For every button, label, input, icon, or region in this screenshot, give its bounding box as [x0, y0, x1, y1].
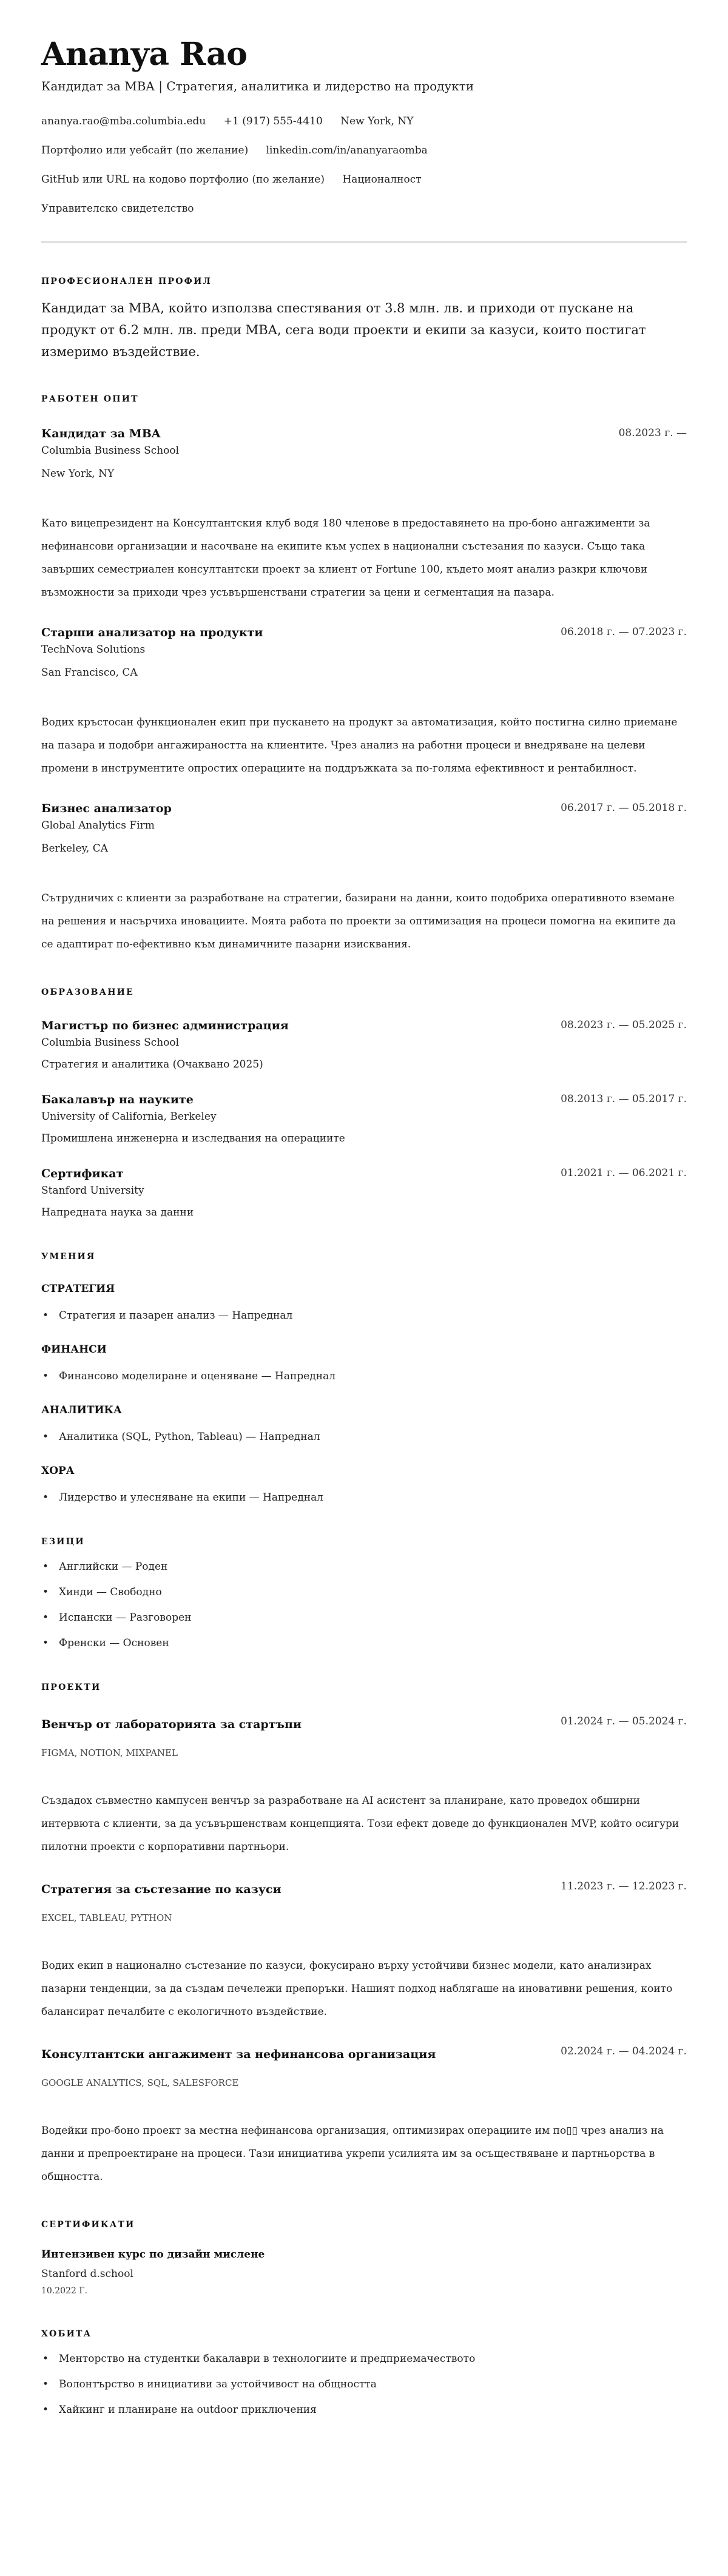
skill-item: • Аналитика (SQL, Python, Tableau) — Напреднал: [41, 1429, 687, 1445]
languages-section: [41, 1536, 687, 1651]
contact-row-license: [41, 201, 687, 216]
contact-linkedin[interactable]: linkedin.com/in/ananyaraomba: [266, 144, 428, 156]
project-tech: GOOGLE ANALYTICS, SQL, SALESFORCE: [41, 2077, 239, 2088]
experience-entry: [41, 799, 687, 956]
hobby-item: • Хайкинг и планиране на outdoor приключения: [41, 2402, 687, 2418]
education-entry: [41, 1165, 687, 1220]
job-date: 08.2023 г. —: [618, 427, 687, 439]
skill-category-finance: ФИНАНСИ: [41, 1343, 107, 1356]
job-title: Бизнес анализатор: [41, 802, 172, 815]
language-item: • Английски — Роден: [41, 1559, 687, 1575]
certification-title: Интензивен курс по дизайн мислене: [41, 2248, 265, 2261]
project-entry: [41, 1878, 687, 2023]
school-name: Columbia Business School: [41, 1037, 180, 1049]
project-description: Водих екип в национално състезание по казуси, фокусирано върху устойчиви бизнес модели, като анализирах пазарни тенденции, за да създам печележи препоръки. Нашият подход наблягаше на иновативни решения, които балансират печалбите с екологичното въздействие.: [41, 1960, 673, 2018]
experience-entry: [41, 425, 687, 604]
contact-email[interactable]: ananya.rao@mba.columbia.edu: [41, 115, 206, 127]
job-description: Сътрудничих с клиенти за разработване на стратегии, базирани на данни, които подобриха оперативното вземане на решения и насърчиха иновациите. Моята работа по проекти за оптимизация на процеси помогна на екипите да се адаптират по-ефективно към динамичните пазарни изисквания.: [41, 892, 676, 950]
job-location: San Francisco, CA: [41, 667, 138, 679]
section-heading-experience: РАБОТЕН ОПИТ: [41, 394, 139, 404]
contact-row-primary: [41, 114, 687, 129]
contact-nationality: Националност: [342, 173, 422, 186]
degree-date: 08.2013 г. — 05.2017 г.: [561, 1093, 687, 1105]
language-item: • Хинди — Свободно: [41, 1584, 687, 1600]
job-company: TechNova Solutions: [41, 644, 146, 656]
degree-title: Бакалавър на науките: [41, 1093, 194, 1106]
skill-category-people: ХОРА: [41, 1465, 75, 1477]
language-item: • Френски — Основен: [41, 1635, 687, 1651]
job-location: New York, NY: [41, 468, 115, 480]
skill-item: • Лидерство и улесняване на екипи — Напреднал: [41, 1490, 687, 1505]
summary-section: [41, 275, 687, 363]
job-date: 06.2018 г. — 07.2023 г.: [561, 626, 687, 638]
project-description: Създадох съвместно кампусен венчър за разработване на AI асистент за планиране, като проведох обширни интервюта с клиенти, за да усъвършенствам концепцията. Този ефект доведе до функционален MVP, който осигури пилотни проекти с корпоративни партньори.: [41, 1795, 679, 1853]
job-company: Global Analytics Firm: [41, 819, 155, 832]
degree-title: Магистър по бизнес администрация: [41, 1019, 289, 1032]
skill-list: [41, 1368, 687, 1384]
section-heading-languages: ЕЗИЦИ: [41, 1537, 85, 1547]
degree-field: Стратегия и аналитика (Очаквано 2025): [41, 1058, 263, 1071]
skill-item: • Стратегия и пазарен анализ — Напреднал: [41, 1308, 687, 1323]
degree-date: 01.2021 г. — 06.2021 г.: [561, 1167, 687, 1179]
project-date: 11.2023 г. — 12.2023 г.: [561, 1880, 687, 1892]
project-date: 02.2024 г. — 04.2024 г.: [561, 2045, 687, 2057]
header-divider: [41, 241, 687, 243]
skill-item: • Финансово моделиране и оценяване — Напреднал: [41, 1368, 687, 1384]
degree-field: Промишлена инженерна и изследвания на операциите: [41, 1132, 345, 1145]
skill-list: [41, 1429, 687, 1445]
contact-github[interactable]: GitHub или URL на кодово портфолио (по желание): [41, 173, 325, 186]
projects-section: [41, 1681, 687, 2188]
job-description: Водих кръстосан функционален екип при пускането на продукт за автоматизация, който постигна силно приемане на пазара и подобри ангажираността на клиентите. Чрез анализ на работни процеси и внедряване на целеви промени в инструментите опростих операциите на поддръжката за по-голяма ефективност и рентабилност.: [41, 716, 678, 775]
project-entry: [41, 2043, 687, 2188]
project-date: 01.2024 г. — 05.2024 г.: [561, 1715, 687, 1727]
language-item: • Испански — Разговорен: [41, 1610, 687, 1626]
summary-text: Кандидат за MBA, който използва спестявания от 3.8 млн. лв. и приходи от пускане на продукт от 6.2 млн. лв. преди MBA, сега води проекти и екипи за казуси, които постигат измеримо въздействие.: [41, 301, 646, 359]
project-description: Водейки про-боно проект за местна нефинансова организация, оптимизирах операциите им по▯▯ чрез анализ на данни и препроектиране на процеси. Тази инициатива укрепи усилията им за осъществяване и партньорства в общността.: [41, 2125, 664, 2183]
section-heading-projects: ПРОЕКТИ: [41, 1683, 101, 1692]
hobby-list: [41, 2351, 687, 2418]
school-name: University of California, Berkeley: [41, 1111, 217, 1123]
degree-date: 08.2023 г. — 05.2025 г.: [561, 1019, 687, 1031]
certification-issuer: Stanford d.school: [41, 2268, 133, 2280]
education-entry: [41, 1017, 687, 1072]
job-date: 06.2017 г. — 05.2018 г.: [561, 802, 687, 814]
skill-category-strategy: СТРАТЕГИЯ: [41, 1283, 115, 1295]
candidate-headline: Кандидат за MBA | Стратегия, аналитика и лидерство на продукти: [41, 79, 474, 93]
contact-license: Управителско свидетелство: [41, 203, 194, 215]
hobby-item: • Волонтърство в инициативи за устойчивост на общността: [41, 2376, 687, 2392]
skill-list: [41, 1308, 687, 1323]
contact-row-links: [41, 143, 687, 158]
project-entry: [41, 1713, 687, 1858]
job-description: Като вицепрезидент на Консултантския клуб водя 180 членове в предоставянето на про-боно ангажименти за нефинансови организации и насочване на екипите към успех в национални състезания по казуси. Също така завърших семестриален консултантски проект за клиент от Fortune 100, където моят анализ разкри ключови възможности за приходи чрез усъвършенствани стратегии за цени и сегментация на пазара.: [41, 517, 650, 599]
skills-section: [41, 1251, 687, 1505]
section-heading-education: ОБРАЗОВАНИЕ: [41, 987, 134, 997]
contact-phone[interactable]: +1 (917) 555-4410: [223, 115, 323, 127]
contact-portfolio[interactable]: Портфолио или уебсайт (по желание): [41, 144, 249, 156]
project-title: Стратегия за състезание по казуси: [41, 1883, 281, 1896]
certifications-section: [41, 2219, 687, 2298]
project-title: Консултантски ангажимент за нефинансова организация: [41, 2048, 436, 2061]
experience-section: [41, 393, 687, 956]
section-heading-hobbies: ХОБИТА: [41, 2329, 92, 2339]
skill-list: [41, 1490, 687, 1505]
certification-date: 10.2022 Г.: [41, 2286, 88, 2296]
section-heading-skills: УМЕНИЯ: [41, 1252, 96, 1262]
certification-entry: [41, 2247, 687, 2298]
contact-row-code: [41, 172, 687, 187]
degree-field: Напредната наука за данни: [41, 1206, 194, 1219]
contact-location: New York, NY: [340, 115, 414, 127]
project-title: Венчър от лабораторията за стартъпи: [41, 1718, 302, 1731]
degree-title: Сертификат: [41, 1167, 124, 1180]
project-tech: EXCEL, TABLEAU, PYTHON: [41, 1912, 172, 1923]
candidate-name: Ananya Rao: [41, 36, 248, 73]
skill-category-analytics: АНАЛИТИКА: [41, 1404, 122, 1416]
hobbies-section: [41, 2328, 687, 2418]
job-title: Старши анализатор на продукти: [41, 626, 263, 639]
hobby-item: • Менторство на студентки бакалаври в технологиите и предприемачеството: [41, 2351, 687, 2367]
job-company: Columbia Business School: [41, 445, 180, 457]
section-heading-summary: ПРОФЕСИОНАЛЕН ПРОФИЛ: [41, 277, 212, 286]
resume-header: [41, 35, 687, 243]
project-tech: FIGMA, NOTION, MIXPANEL: [41, 1747, 178, 1758]
education-entry: [41, 1091, 687, 1146]
section-heading-certifications: СЕРТИФИКАТИ: [41, 2220, 135, 2230]
experience-entry: [41, 624, 687, 780]
job-title: Кандидат за MBA: [41, 427, 161, 440]
school-name: Stanford University: [41, 1185, 144, 1197]
education-section: [41, 986, 687, 1220]
language-list: [41, 1559, 687, 1651]
job-location: Berkeley, CA: [41, 842, 108, 855]
